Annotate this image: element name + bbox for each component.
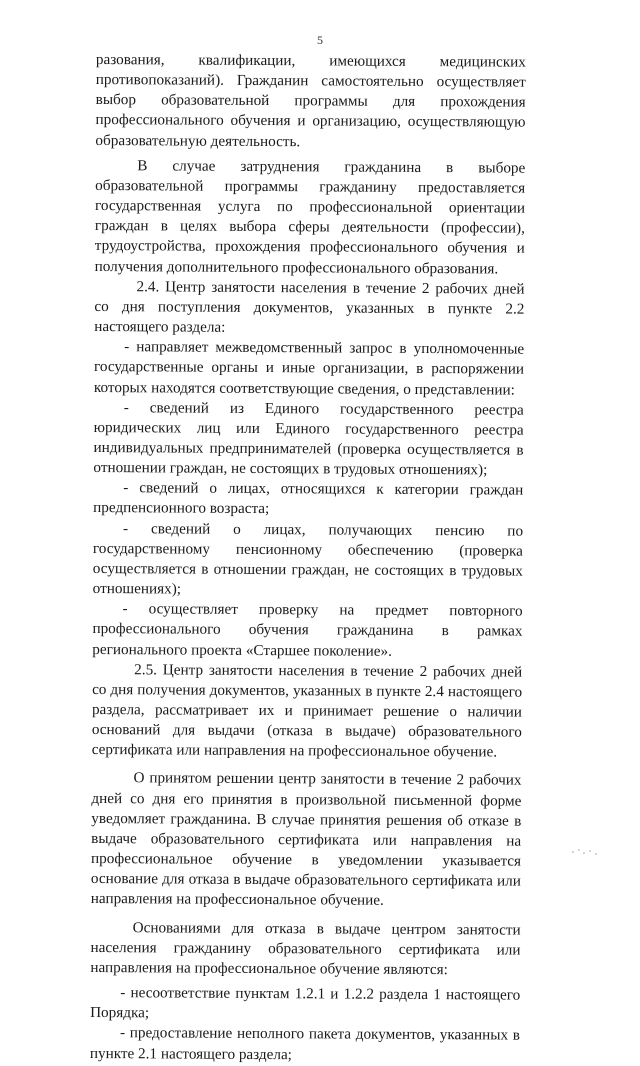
paragraph-career-guidance: В случае затруднения гражданина в выборе образовательной программы гражданину предоставляется государственная услуга по профессиональной ориентации граждан в целях выбора сферы деятельности (профессии), трудоустройства, прохождения профессионального обучения и получения дополнительного профессионального образования. [94,157,526,278]
list-item-interagency-request: - направляет межведомственный запрос в уполномоченные государственные органы и иные организации, в распоряжении которых находятся соответствующие сведения, о представлении: [93,338,525,399]
paragraph-continuation: разования, квалификации, имеющихся медицинских противопоказаний). Гражданин самостоятельно осуществляет выбор образовательной программы для прохождения профессионального обучения и организацию, осуществляющую образовательную деятельность. [95,50,526,150]
list-item-pension-info: - сведений о лицах, получающих пенсию по государственному пенсионному обеспечению (проверка осуществляется в отношении граждан, не состоящих в трудовых отношениях); [92,519,524,598]
paragraph-2-5: 2.5. Центр занятости населения в течение 2 рабочих дней со дня получения документов, указанных в пункте 2.4 настоящего раздела, рассматривает их и принимает решение о наличии оснований для выдачи (отказа в выдаче) образовательного сертификата или направления на профессиональное обучение. [91,660,523,761]
list-item-registry-info: - сведений из Единого государственного реестра юридических лиц или Единого государственного реестра индивидуальных предпринимателей (проверка осуществляется в отношении граждан, не состоящих в трудовых отношениях); [93,398,524,479]
list-item-incomplete-documents: - предоставление неполного пакета документов, указанных в пункте 2.1 настоящего раздела; [89,1024,521,1063]
list-item-pre-retirement-info: - сведений о лицах, относящихся к категории граждан предпенсионного возраста; [93,479,524,518]
document-body [90,50,526,1066]
page-number: 5 [317,33,323,47]
scan-artifact [572,848,602,856]
list-item-repeat-training-check: - осуществляет проверку на предмет повторного профессионального обучения гражданина в рамках регионального проекта «Старшее поколение». [92,600,523,660]
paragraph-2-4: 2.4. Центр занятости населения в течение 2 рабочих дней со дня поступления документов, указанных в пункте 2.2 настоящего раздела: [94,277,525,336]
list-item-noncompliance: - несоответствие пунктам 1.2.1 и 1.2.2 раздела 1 настоящего Порядка; [90,984,521,1022]
paragraph-refusal-grounds: Основаниями для отказа в выдаче центром занятости населения гражданину образовательного сертификата или направления на профессиональное обучение являются: [90,918,521,979]
paragraph-decision-notice: О принятом решении центр занятости в течение 2 рабочих дней со дня его принятия в произвольной письменной форме уведомляет гражданина. В случае принятия решения об отказе в выдаче образовательного сертификата или направления на профессиональное обучение в уведомлении указывается основание для отказа в выдаче образовательного сертификата или направления на профессиональное обучение. [90,769,522,910]
